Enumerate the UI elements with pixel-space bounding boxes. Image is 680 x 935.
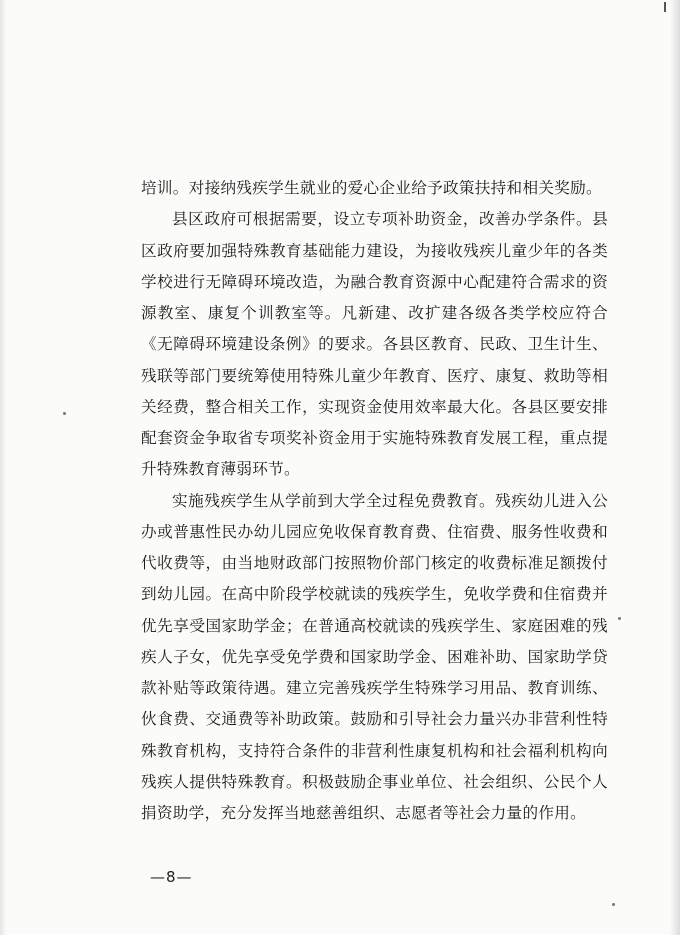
scan-edge-right: [670, 0, 680, 935]
scan-speck: [618, 617, 621, 620]
paragraph-2: 县区政府可根据需要，设立专项补助资金，改善办学条件。县区政府要加强特殊教育基础能力建设，为接收残疾儿童少年的各类学校进行无障碍环境改造，为融合教育资源中心配建符合需求的资源教室、康复个训教室等。凡新建、改扩建各级各类学校应符合《无障碍环境建设条例》的要求。各县区教育、民政、卫生计生、残联等部门要统筹使用特殊儿童少年教育、医疗、康复、救助等相关经费，整合相关工作，实现资金使用效率最大化。各县区要安排配套资金争取省专项奖补资金用于实施特殊教育发展工程，重点提升特殊教育薄弱环节。: [141, 210, 608, 479]
scan-speck: [612, 903, 615, 906]
document-body: [141, 173, 608, 829]
paragraph-1: 培训。对接纳残疾学生就业的爱心企业给予政策扶持和相关奖励。: [141, 179, 602, 197]
scan-speck: [63, 412, 66, 415]
paragraph-3: 实施残疾学生从学前到大学全过程免费教育。残疾幼儿进入公办或普惠性民办幼儿园应免收保育教育费、住宿费、服务性收费和代收费等，由当地财政部门按照物价部门核定的收费标准足额拨付到幼儿园。在高中阶段学校就读的残疾学生，免收学费和住宿费并优先享受国家助学金；在普通高校就读的残疾学生、家庭困难的残疾人子女，优先享受免学费和国家助学金、困难补助、国家助学贷款补贴等政策待遇。建立完善残疾学生特殊学习用品、教育训练、伙食费、交通费等补助政策。鼓励和引导社会力量兴办非营利性特殊教育机构，支持符合条件的非营利性康复机构和社会福利机构向残疾人提供特殊教育。积极鼓励企事业单位、社会组织、公民个人捐资助学，充分发挥当地慈善组织、志愿者等社会力量的作用。: [141, 491, 608, 822]
corner-binding-mark: [658, 2, 666, 12]
page-number: —8—: [150, 868, 193, 886]
scan-edge-left: [0, 0, 6, 935]
